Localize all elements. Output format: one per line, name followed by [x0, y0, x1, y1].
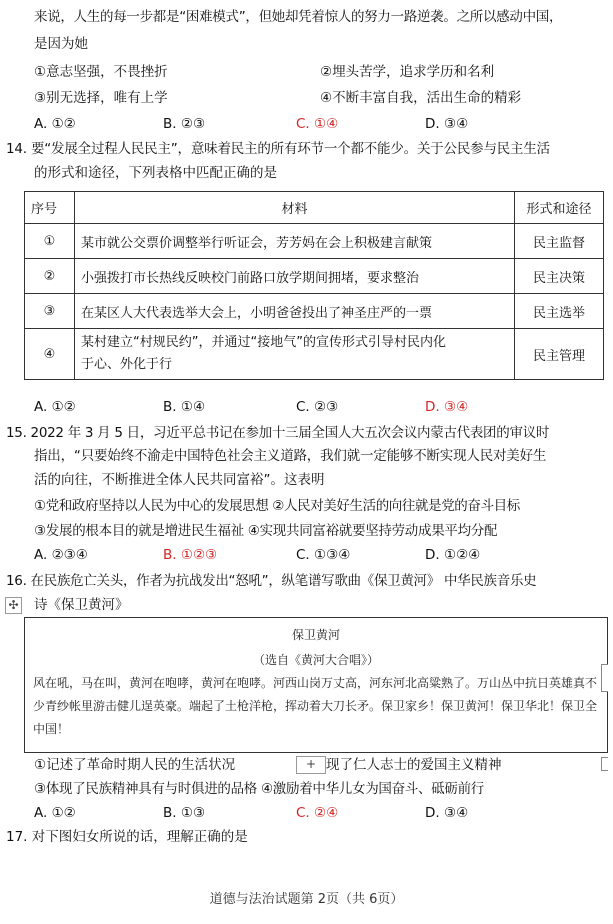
q13-statement-1: ①意志坚强，不畏挫折: [34, 64, 168, 80]
side-scroll-mark[interactable]: [601, 664, 608, 692]
table-row: [25, 329, 604, 380]
q14-option-d-answer: D. ③④: [425, 399, 469, 415]
table-header-row: [25, 192, 604, 224]
q15-stem-line2: 指出，“只要始终不渝走中国特色社会主义道路，我们就一定能够不断实现人民对美好生: [34, 448, 547, 464]
q16-stem-line2: 诗《保卫黄河》: [34, 597, 129, 613]
q14-option-c: C. ②③: [296, 399, 339, 415]
side-scroll-mark[interactable]: [601, 757, 608, 771]
table-header-no: 序号: [25, 192, 75, 224]
q16-stem-line1: 16. 在民族危亡关头，作者为抗战发出“怒吼”，纵笔谱写歌曲《保卫黄河》 中华民族音乐史: [6, 573, 537, 589]
poem-box: [24, 617, 608, 753]
q15-option-a: A. ②③④: [34, 547, 88, 563]
q15-stem-line3: 活的向往，不断推进全体人民共同富裕”。这表明: [34, 472, 325, 488]
poem-body: 风在吼，马在叫，黄河在咆哮，黄河在咆哮。河西山岗万丈高，河东河北高粱熟了。万山丛中抗日英雄真不少青纱帐里游击健儿逞英豪。端起了土枪洋枪，挥动着大刀长矛。保卫家乡！保卫黄河！保卫华北！保卫全中国！: [33, 676, 598, 736]
q13-statement-3: ③别无选择，唯有上学: [34, 90, 168, 106]
q17-stem-line1: 17. 对下图妇女所说的话，理解正确的是: [6, 829, 248, 845]
table-cell-no: ①: [25, 224, 75, 259]
q13-option-c-answer: C. ①④: [296, 116, 339, 132]
q14-stem-line1: 14. 要“发展全过程人民民主”，意味着民主的所有环节一个都不能少。关于公民参与民主生活: [6, 141, 550, 157]
q13-stem-line2: 是因为她: [34, 36, 88, 52]
table-row: [25, 294, 604, 329]
q13-option-a: A. ①②: [34, 116, 76, 132]
table-cell-material-line2: 于心、外化于行: [81, 357, 173, 372]
table-cell-no: ③: [25, 294, 75, 329]
q16-option-c-answer: C. ②④: [296, 805, 339, 821]
q14-option-b: B. ①④: [163, 399, 206, 415]
q13-statement-4: ④不断丰富自我，活出生命的精彩: [320, 90, 522, 106]
q13-option-b: B. ②③: [163, 116, 206, 132]
table-row: [25, 259, 604, 294]
table-row: [25, 224, 604, 259]
q13-option-d: D. ③④: [425, 116, 469, 132]
table-cell-form: 民主管理: [515, 329, 604, 380]
q16-option-d: D. ③④: [425, 805, 469, 821]
q16-statement-2-partial: 现了仁人志士的爱国主义精神: [326, 757, 502, 773]
table-cell-material: [75, 329, 515, 380]
q16-statements-3-4: ③体现了民族精神具有与时俱进的品格 ④激励着中华儿女为国奋斗、砥砺前行: [34, 781, 484, 797]
table-cell-form: 民主监督: [515, 224, 604, 259]
table-cell-material: 小强拨打市长热线反映校门前路口放学期间拥堵，要求整治: [75, 259, 515, 294]
move-handle-icon[interactable]: ✣: [5, 597, 22, 614]
table-header-material: 材料: [75, 192, 515, 224]
table-cell-material: 在某区人大代表选举大会上，小明爸爸投出了神圣庄严的一票: [75, 294, 515, 329]
table-header-form: 形式和途径: [515, 192, 604, 224]
page-footer: 道德与法治试题第 2页（共 6页）: [209, 892, 404, 907]
q15-option-b-answer: B. ①②③: [163, 547, 218, 563]
q13-statement-2: ②埋头苦学，追求学历和名利: [320, 64, 495, 80]
table-cell-material-line1: 某村建立“村规民约”，并通过“接地气”的宣传形式引导村民内化: [81, 335, 446, 350]
q14-stem-line2: 的形式和途径，下列表格中匹配正确的是: [34, 165, 277, 181]
q15-stem-line1: 15. 2022 年 3 月 5 日，习近平总书记在参加十三届全国人大五次会议内蒙古代表团的审议时: [6, 425, 550, 441]
q15-option-d: D. ①②④: [425, 547, 481, 563]
q16-statement-1: ①记述了革命时期人民的生活状况: [34, 757, 236, 773]
q14-table: [24, 191, 604, 380]
q16-option-b: B. ①③: [163, 805, 206, 821]
q16-option-a: A. ①②: [34, 805, 76, 821]
q15-statements-1-2: ①党和政府坚持以人民为中心的发展思想 ②人民对美好生活的向往就是党的奋斗目标: [34, 498, 520, 514]
q15-statements-3-4: ③发展的根本目的就是增进民生福祉 ④实现共同富裕就要坚持劳动成果平均分配: [34, 523, 498, 539]
table-cell-no: ②: [25, 259, 75, 294]
table-cell-no: ④: [25, 329, 75, 380]
q15-option-c: C. ①③④: [296, 547, 351, 563]
table-cell-form: 民主选举: [515, 294, 604, 329]
q13-stem-line1: 来说，人生的每一步都是“困难模式”，但她却凭着惊人的努力一路逆袭。之所以感动中国，: [34, 9, 563, 25]
q14-option-a: A. ①②: [34, 399, 76, 415]
poem-subtitle: （选自《黄河大合唱》）: [252, 653, 379, 667]
poem-title: 保卫黄河: [291, 628, 340, 642]
table-cell-form: 民主决策: [515, 259, 604, 294]
add-plus-button[interactable]: +: [296, 756, 326, 774]
table-cell-material: 某市就公交票价调整举行听证会，芳芳妈在会上积极建言献策: [75, 224, 515, 259]
